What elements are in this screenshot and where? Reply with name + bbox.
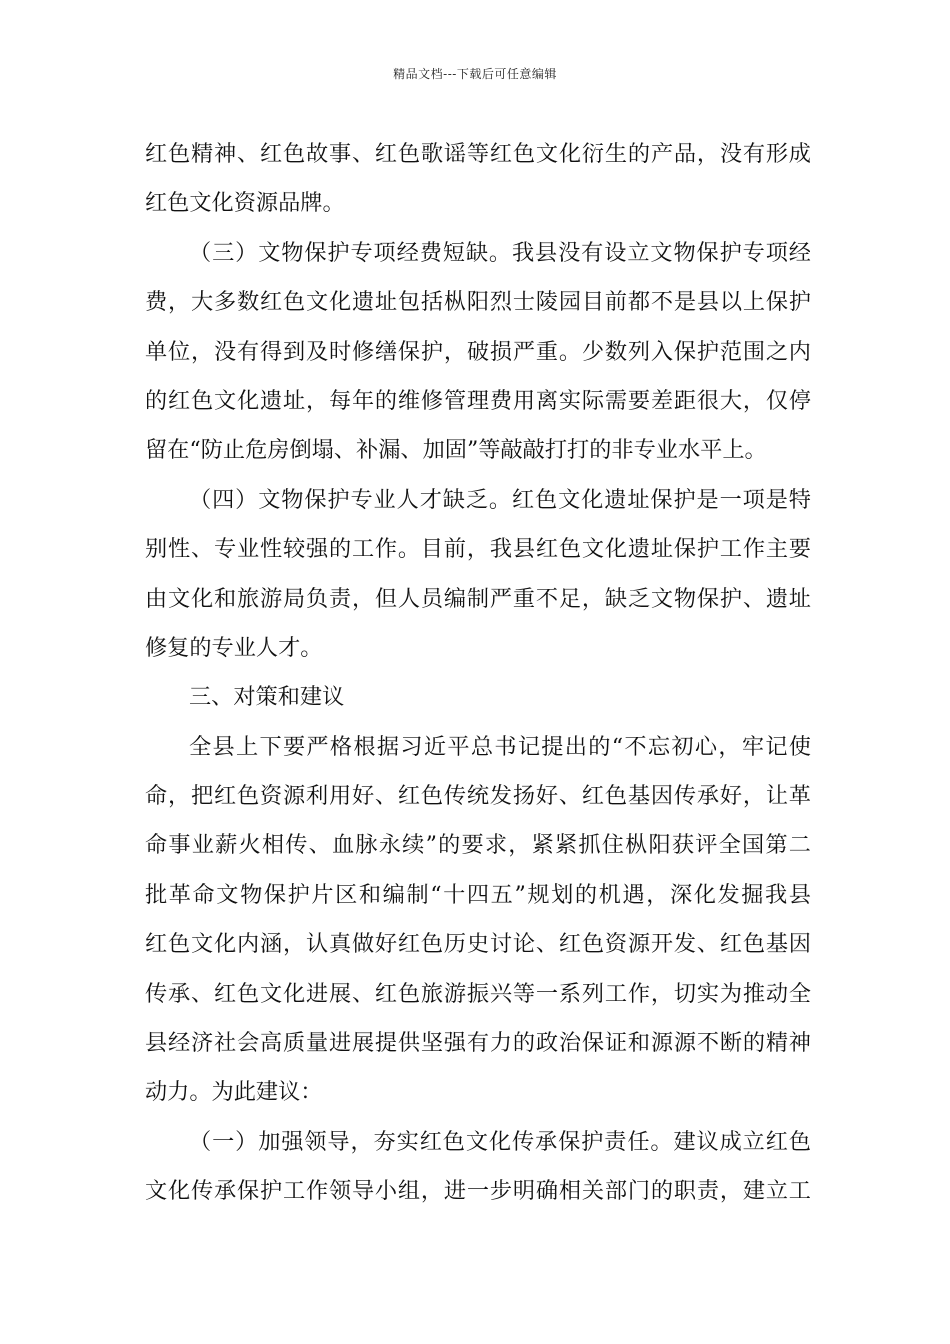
- text-line: 修复的专业人才。: [145, 634, 323, 661]
- text-line: 命，把红色资源利用好、红色传统发扬好、红色基因传承好，让革: [145, 783, 811, 810]
- text-line: 别性、专业性较强的工作。目前，我县红色文化遗址保护工作主要: [145, 536, 811, 563]
- text-line: 动力。为此建议：: [145, 1079, 323, 1106]
- text-line: （一）加强领导，夯实红色文化传承保护责任。建议成立红色: [189, 1128, 811, 1155]
- text-line: 传承、红色文化进展、红色旅游振兴等一系列工作，切实为推动全: [145, 980, 811, 1007]
- text-line: 批革命文物保护片区和编制“十四五”规划的机遇，深化发掘我县: [145, 881, 811, 908]
- text-line: 全县上下要严格根据习近平总书记提出的“不忘初心，牢记使: [189, 733, 811, 760]
- text-line: （四）文物保护专业人才缺乏。红色文化遗址保护是一项是特: [189, 486, 811, 513]
- text-line: 留在“防止危房倒塌、补漏、加固”等敲敲打打的非专业水平上。: [145, 437, 767, 464]
- text-line: 的红色文化遗址，每年的维修管理费用离实际需要差距很大，仅停: [145, 387, 811, 414]
- text-line: 费，大多数红色文化遗址包括枞阳烈士陵园目前都不是县以上保护: [145, 289, 811, 316]
- text-line: 县经济社会高质量进展提供坚强有力的政治保证和源源不断的精神: [145, 1030, 811, 1057]
- text-line: （三）文物保护专项经费短缺。我县没有设立文物保护专项经: [189, 239, 811, 266]
- text-line: 红色文化内涵，认真做好红色历史讨论、红色资源开发、红色基因: [145, 931, 811, 958]
- text-line: 由文化和旅游局负责，但人员编制严重不足，缺乏文物保护、遗址: [145, 585, 811, 612]
- text-line: 文化传承保护工作领导小组，进一步明确相关部门的职责，建立工: [145, 1178, 811, 1205]
- document-body: [145, 130, 811, 1217]
- text-line: 红色文化资源品牌。: [145, 190, 345, 217]
- text-line: 红色精神、红色故事、红色歌谣等红色文化衍生的产品，没有形成: [145, 141, 811, 167]
- text-line: 单位，没有得到及时修缮保护，破损严重。少数列入保护范围之内: [145, 338, 811, 365]
- page-header: 精品文档---下载后可任意编辑: [393, 67, 557, 81]
- text-line: 三、对策和建议: [189, 684, 345, 711]
- text-line: 命事业薪火相传、血脉永续”的要求，紧紧抓住枞阳获评全国第二: [145, 832, 811, 859]
